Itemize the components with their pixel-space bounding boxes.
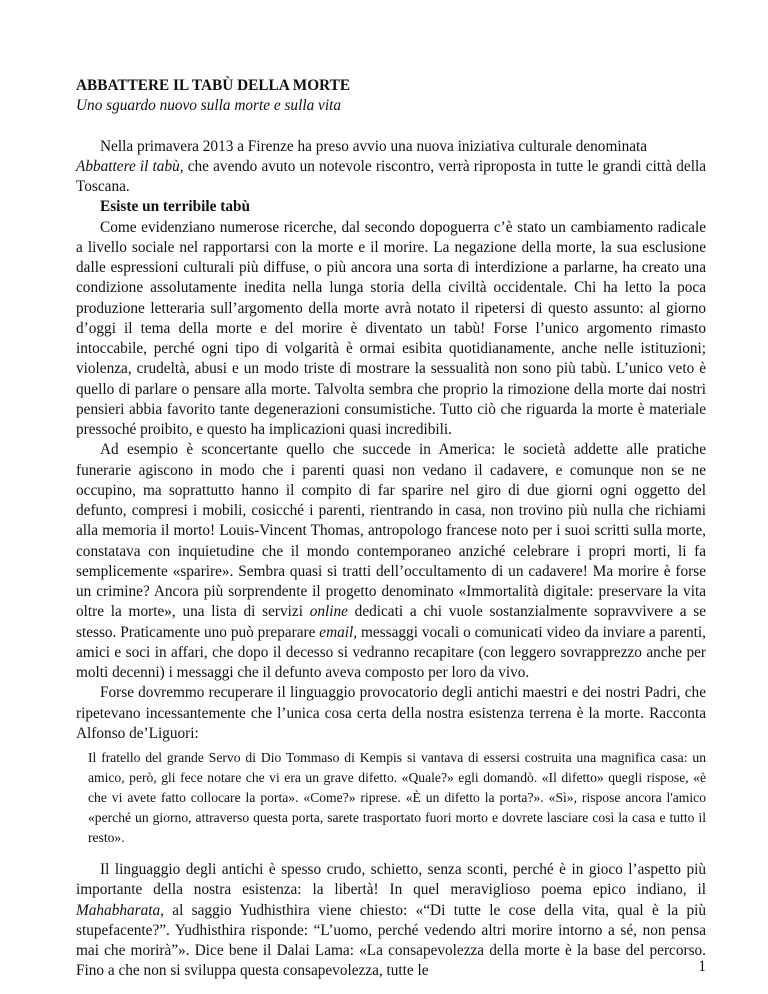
intro-paragraph [76, 137, 706, 198]
paragraph-2-part3: , messaggi vocali o comunicati video da inviare a parenti, amici e soci in affari, che dopo il decesso si vedranno recapitare (con leggero sovrapprezzo anche per molti decenni) i messaggi che il defunto aveva composto per loro da vivo. [76, 623, 707, 681]
paragraph-4-part1: Il linguaggio degli antichi è spesso crudo, schietto, senza sconti, perché è in gioco l’aspetto più importante della nostra esistenza: la libertà! In quel meraviglioso poema epico indiano, il [76, 861, 706, 899]
intro-italic: Abbattere il tabù, [76, 157, 184, 175]
document-page [76, 76, 706, 982]
paragraph-4 [76, 860, 706, 982]
paragraph-4-part2: , al saggio Yudhisthira viene chiesto: «“Di tutte le cose della vita, qual è la più stupefacente?”. Yudhisthira risponde: “L’uomo, perché vedendo altri morire intorno a sé, non pensa mai che morirà”». Dice bene il Dalai Lama: «La consapevolezza della morte è la base del percorso. Fino a che non si sviluppa questa consapevolezza, tutte le [76, 901, 706, 980]
document-subtitle: Uno sguardo nuovo sulla morte e sulla vita [76, 97, 341, 115]
intro-rest: che avendo avuto un notevole riscontro, verrà riproposta in tutte le grandi città della Toscana. [76, 157, 707, 195]
paragraph-2-email: email [319, 623, 354, 641]
quote-text: Il fratello del grande Servo di Dio Tommaso di Kempis si vantava di essersi costruita una magnifica casa: un amico, però, gli fece notare che vi era un grave difetto. «Quale?» egli domandò. «Il difetto» quegli rispose, «è che vi avete fatto collocare la porta». «Come?» riprese. «È un difetto la porta?». «Sì», rispose ancora l'amico «perché un giorno, attraverso questa porta, sarete trasportato fuori morto e dovrete lasciare così la casa e tutto il resto». [88, 750, 706, 845]
paragraph-3: Forse dovremmo recuperare il linguaggio provocatorio degli antichi maestri e dei nostri Padri, che ripetevano incessantemente che l’unica cosa certa della nostra esistenza terrena è la morte. Racconta Alfonso de’Liguori: [76, 684, 706, 742]
page-number: 1 [698, 958, 706, 975]
paragraph-2-online: online [309, 603, 348, 621]
paragraph-4-mahabharata: Mahabharata [76, 901, 161, 919]
intro-text: Nella primavera 2013 a Firenze ha preso avvio una nuova iniziativa culturale denominata [100, 137, 648, 155]
paragraph-2-part2: dedicati a chi vuole sostanzialmente sopravvivere a se stesso. Praticamente uno può preparare [76, 603, 706, 641]
section-heading: Esiste un terribile tabù [100, 198, 250, 216]
paragraph-1: Come evidenziano numerose ricerche, dal secondo dopoguerra c’è stato un cambiamento radicale a livello sociale nel rapportarsi con la morte e il morire. La negazione della morte, la sua esclusione dalle espressioni culturali più diffuse, o più ancora una sorta di interdizione a parlarne, ha creato una condizione assolutamente inedita nella lunga storia della civiltà occidentale. Chi ha letto la poca produzione letteraria sull’argomento della morte avrà notato il ripetersi di questo assunto: al giorno d’oggi il tema della morte e del morire è diventato un tabù! Forse l’unico argomento rimasto intoccabile, perché ogni tipo di volgarità è ormai esibita quotidianamente, anche nelle istituzioni; violenza, crudeltà, abusi e un modo triste di mostrare la sessualità non sono più tabù. L’unico veto è quello di parlare o pensare alla morte. Talvolta sembra che proprio la rimozione della morte dai nostri pensieri abbia favorito tante degenerazioni consumistiche. Tutto ciò che riguarda la morte è materiale pressoché proibito, e questo ha implicazioni quasi incredibili. [76, 218, 706, 438]
block-quote [88, 748, 706, 848]
paragraph-2 [76, 440, 706, 683]
paragraph-2-part1: Ad esempio è sconcertante quello che succede in America: le società addette alle pratiche funerarie agiscono in modo che i parenti quasi non vedano il cadavere, e comunque non se ne occupino, ma soprattutto hanno il compito di far sparire nel giro di due giorni ogni oggetto del defunto, compresi i mobili, cosicché i parenti, rientrando in casa, non trovino più nulla che richiami alla memoria il morto! Louis-Vincent Thomas, antropologo francese noto per i suoi scritti sulla morte, constatava con inquietudine che il mondo contemporaneo anziché celebrare i propri morti, li fa semplicemente «sparire». Sembra quasi si tratti dell’occultamento di un cadavere! Ma morire è forse un crimine? Ancora più sorprendente il progetto denominato «Immortalità digitale: preservare la vita oltre la morte», una lista di servizi [76, 441, 706, 621]
document-title: ABBATTERE IL TABÙ DELLA MORTE [76, 77, 351, 94]
